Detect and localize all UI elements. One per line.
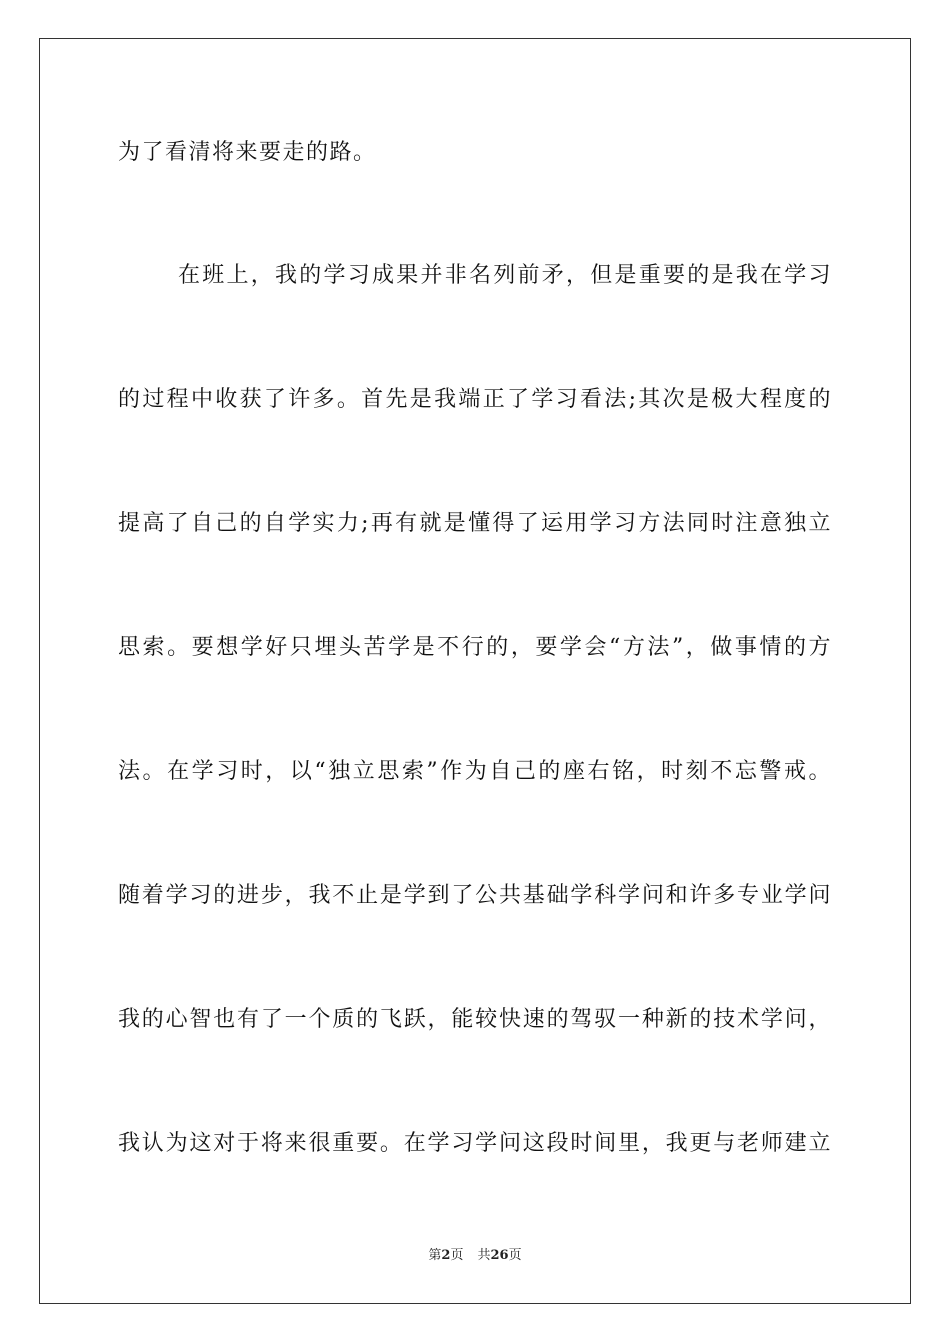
- text-line-7: 随着学习的进步，我不止是学到了公共基础学科学问和许多专业学问: [118, 883, 832, 908]
- text-line-5: 思索。要想学好只埋头苦学是不行的，要学会“方法”，做事情的方: [118, 635, 832, 660]
- page-footer: [0, 1247, 950, 1265]
- page-suffix: 页: [450, 1248, 464, 1263]
- page-number: 2: [441, 1248, 451, 1263]
- text-line-2: 在班上，我的学习成果并非名列前矛，但是重要的是我在学习: [178, 263, 832, 288]
- text-line-6: 法。在学习时，以“独立思索”作为自己的座右铭，时刻不忘警戒。: [118, 759, 832, 784]
- page-border: [39, 38, 911, 1304]
- text-line-3: 的过程中收获了许多。首先是我端正了学习看法;其次是极大程度的: [118, 387, 832, 412]
- text-line-8: 我的心智也有了一个质的飞跃，能较快速的驾驭一种新的技术学问，: [118, 1007, 832, 1032]
- total-suffix: 页: [508, 1248, 522, 1263]
- total-prefix: 共: [477, 1248, 491, 1263]
- text-line-9: 我认为这对于将来很重要。在学习学问这段时间里，我更与老师建立: [118, 1131, 832, 1156]
- text-line-4: 提高了自己的自学实力;再有就是懂得了运用学习方法同时注意独立: [118, 511, 832, 536]
- text-line-1: 为了看清将来要走的路。: [118, 140, 377, 165]
- page-prefix: 第: [428, 1248, 442, 1263]
- total-pages: 26: [490, 1248, 509, 1263]
